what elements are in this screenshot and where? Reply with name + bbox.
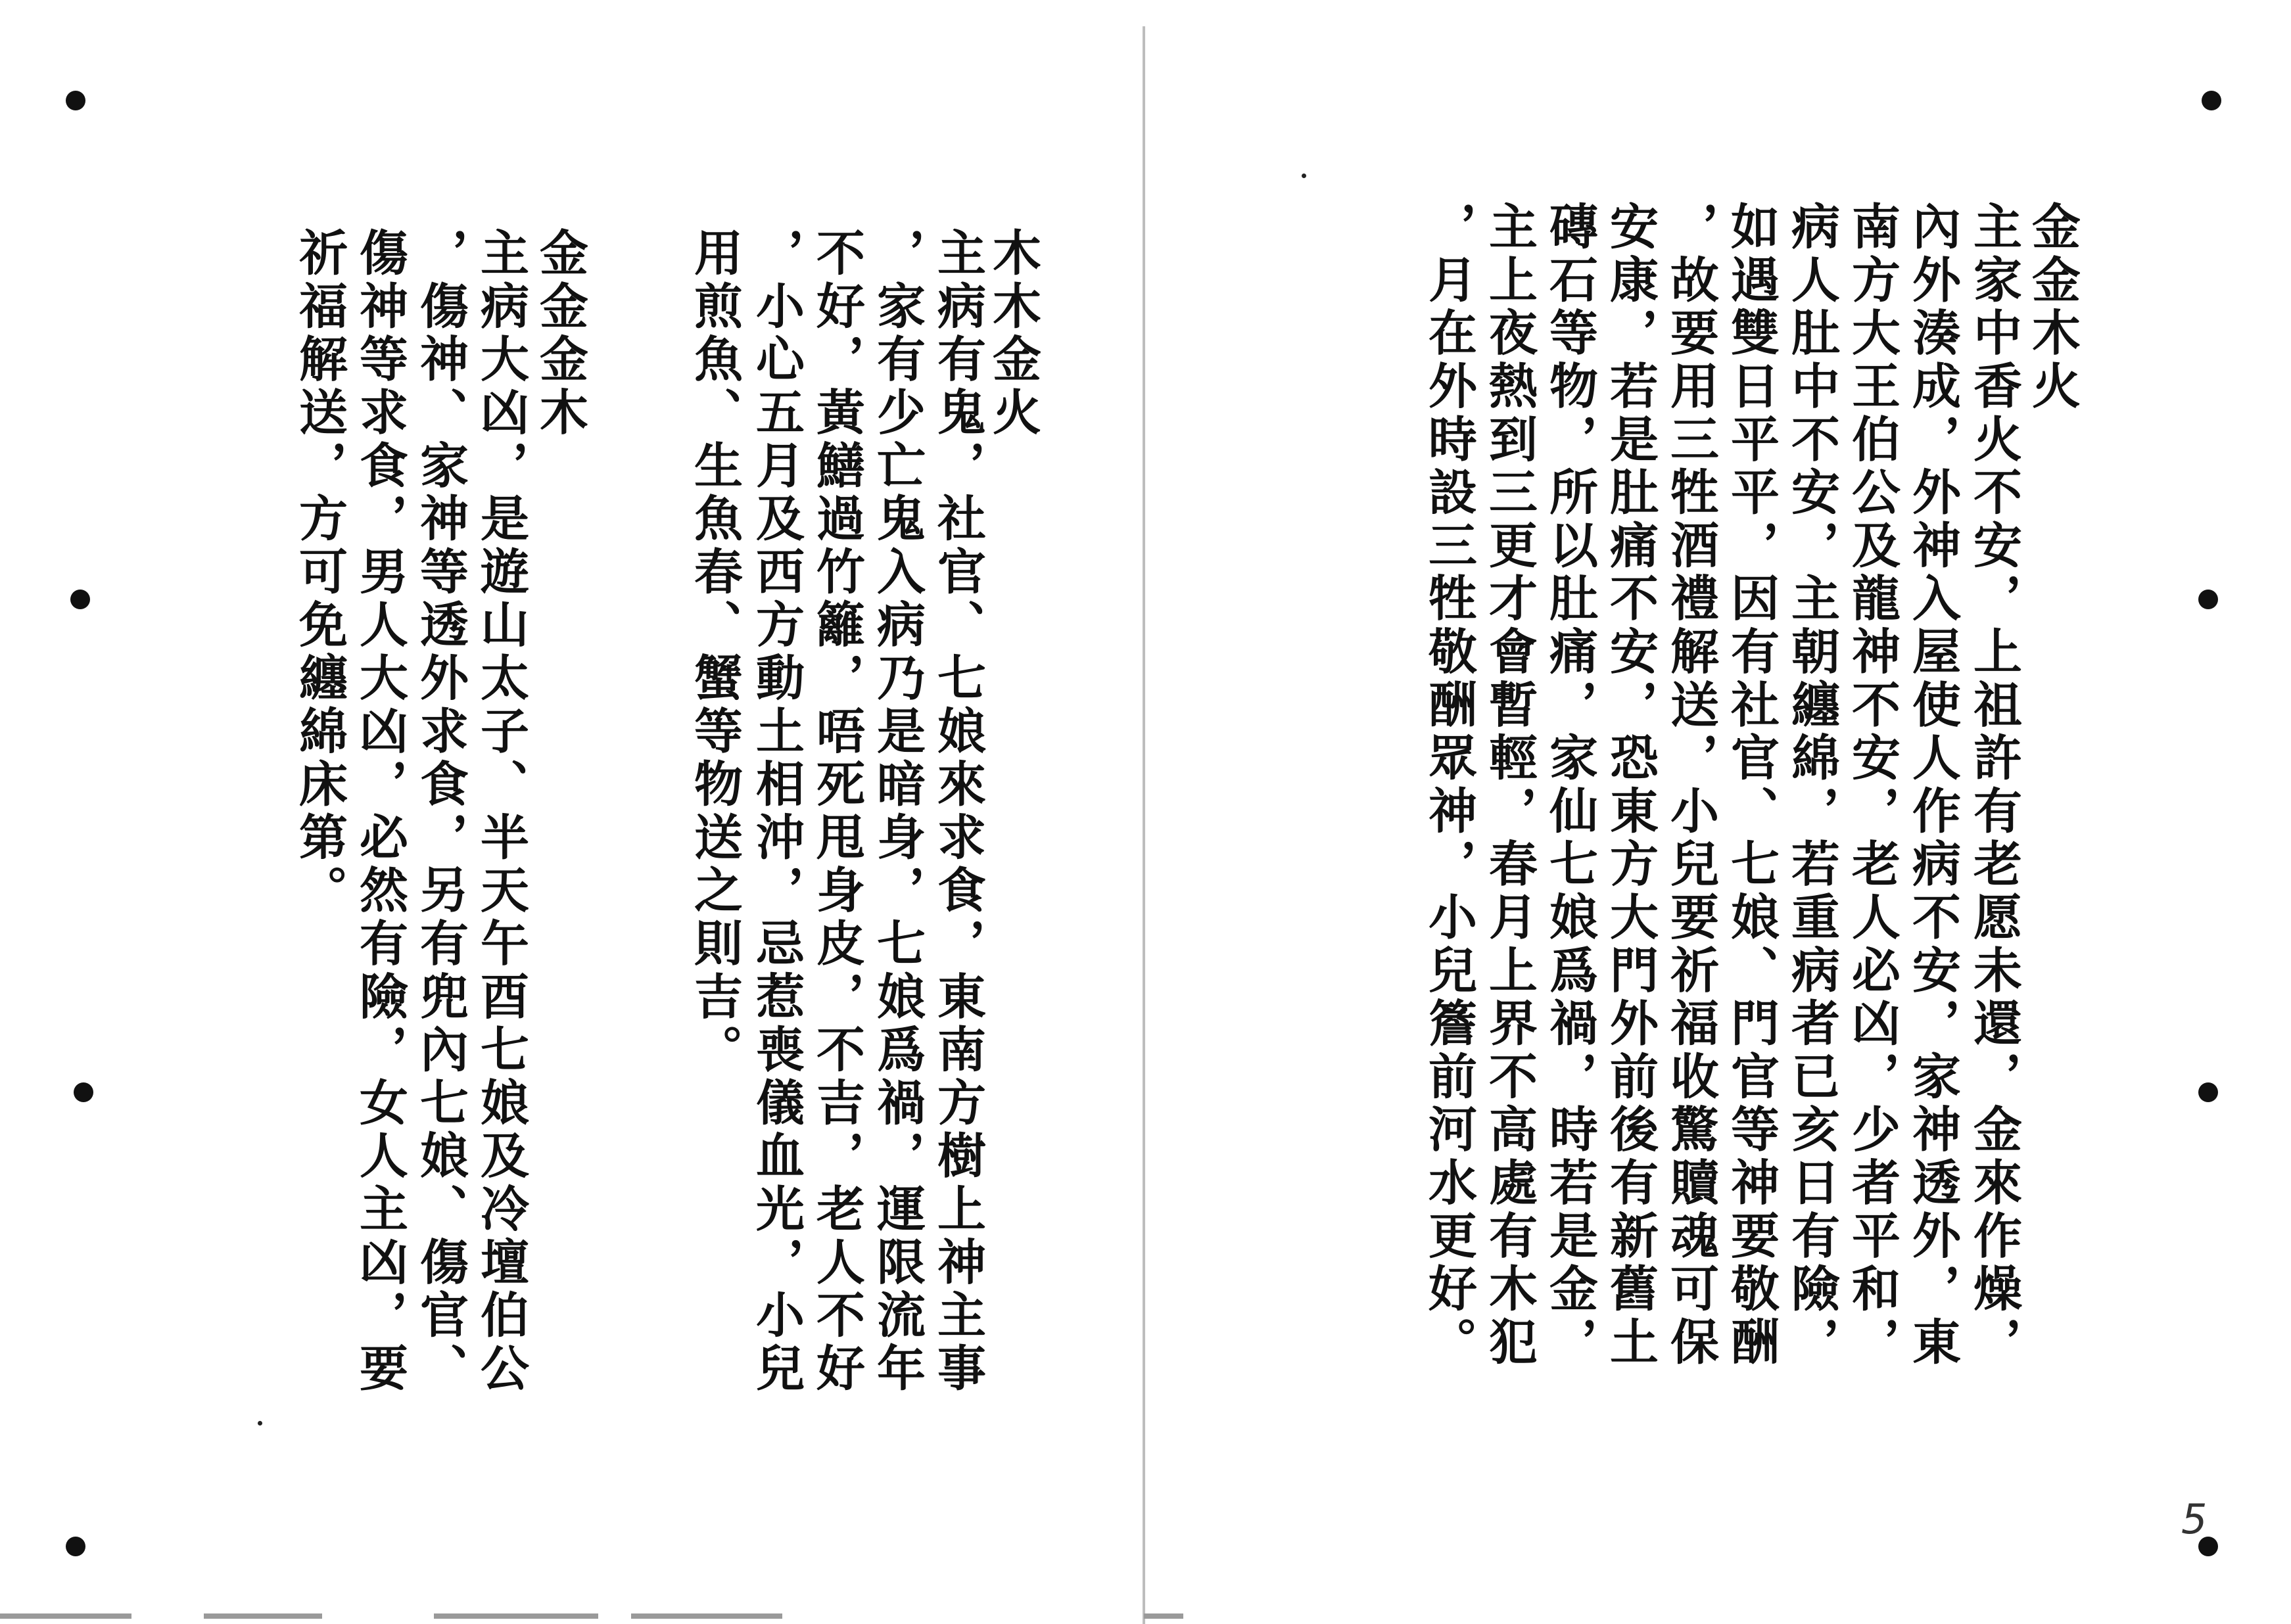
page-number: 5 <box>2181 1495 2208 1543</box>
text-column: 主上夜熱到三更才會暫輕，春月上界不高處有木犯 <box>1481 201 1538 1370</box>
binding-hole <box>2202 91 2221 110</box>
text-column: 安康，若是肚痛不安，恐東方大門外前後有新舊土 <box>1602 201 1659 1370</box>
text-column: 祈福解送，方可免纏綿床第。 <box>291 227 348 918</box>
text-column: 主病有鬼，社官、七娘來求食，東南方樹上神主事 <box>930 227 986 1396</box>
text-column: ，故要用三牲酒禮解送，小兒要祈福收驚贖魂可保 <box>1663 201 1719 1370</box>
text-column: 內外湊成，外神入屋使人作病不安，家神透外，東 <box>1904 201 1961 1370</box>
binding-hole <box>70 590 90 609</box>
page-bottom-edge <box>0 1613 131 1619</box>
text-column: 病人肚中不安，主朝纏綿，若重病者已亥日有險， <box>1783 201 1840 1370</box>
section-heading: 金金金木 <box>532 227 588 440</box>
section-heading: 金金木火 <box>2024 201 2081 414</box>
text-column: ，家有少亡鬼入病乃是暗身，七娘爲禍，運限流年 <box>869 227 926 1396</box>
text-column: 用煎魚、生魚春、蟹等物送之則吉。 <box>686 227 743 1077</box>
binding-hole <box>66 1537 85 1556</box>
binding-hole <box>2198 1082 2218 1102</box>
binding-hole <box>66 91 85 110</box>
section-heading: 木木金火 <box>985 227 1041 440</box>
page-bottom-edge <box>204 1613 322 1619</box>
page-bottom-edge <box>434 1613 598 1619</box>
scan-speck <box>258 1421 262 1426</box>
book-spine <box>1143 26 1145 1624</box>
binding-hole <box>2198 590 2218 609</box>
page-bottom-edge <box>631 1613 782 1619</box>
text-column: 主家中香火不安，上祖許有老愿未還，金來作燥， <box>1966 201 2022 1370</box>
text-column: 南方大王伯公及龍神不安，老人必凶，少者平和， <box>1844 201 1901 1370</box>
text-column: 主病大凶，是遊山太子、半天午酉七娘及冷壇伯公 <box>473 227 529 1396</box>
scan-speck <box>1302 174 1306 178</box>
text-column: 如遇雙日平平，因有社官、七娘、門官等神要敬酬 <box>1723 201 1780 1370</box>
text-column: ，小心五月及西方動土相沖，忌惹喪儀血光，小兒 <box>748 227 805 1396</box>
text-column: 不好，黃鱔過竹籬，唔死甩身皮，不吉，老人不好 <box>809 227 865 1396</box>
binding-hole <box>74 1082 93 1102</box>
text-column: ，傷神、家神等透外求食，另有兜內七娘、傷官、 <box>412 227 469 1396</box>
page-bottom-edge <box>1144 1613 1183 1619</box>
text-column: ，月在外時設三牲敬酬眾神，小兒簷前河水更好。 <box>1421 201 1477 1370</box>
text-column: 傷神等求食，男人大凶，必然有險，女人主凶，要 <box>352 227 408 1396</box>
text-column: 磚石等物，所以肚痛，家仙七娘爲禍，時若是金， <box>1542 201 1598 1370</box>
